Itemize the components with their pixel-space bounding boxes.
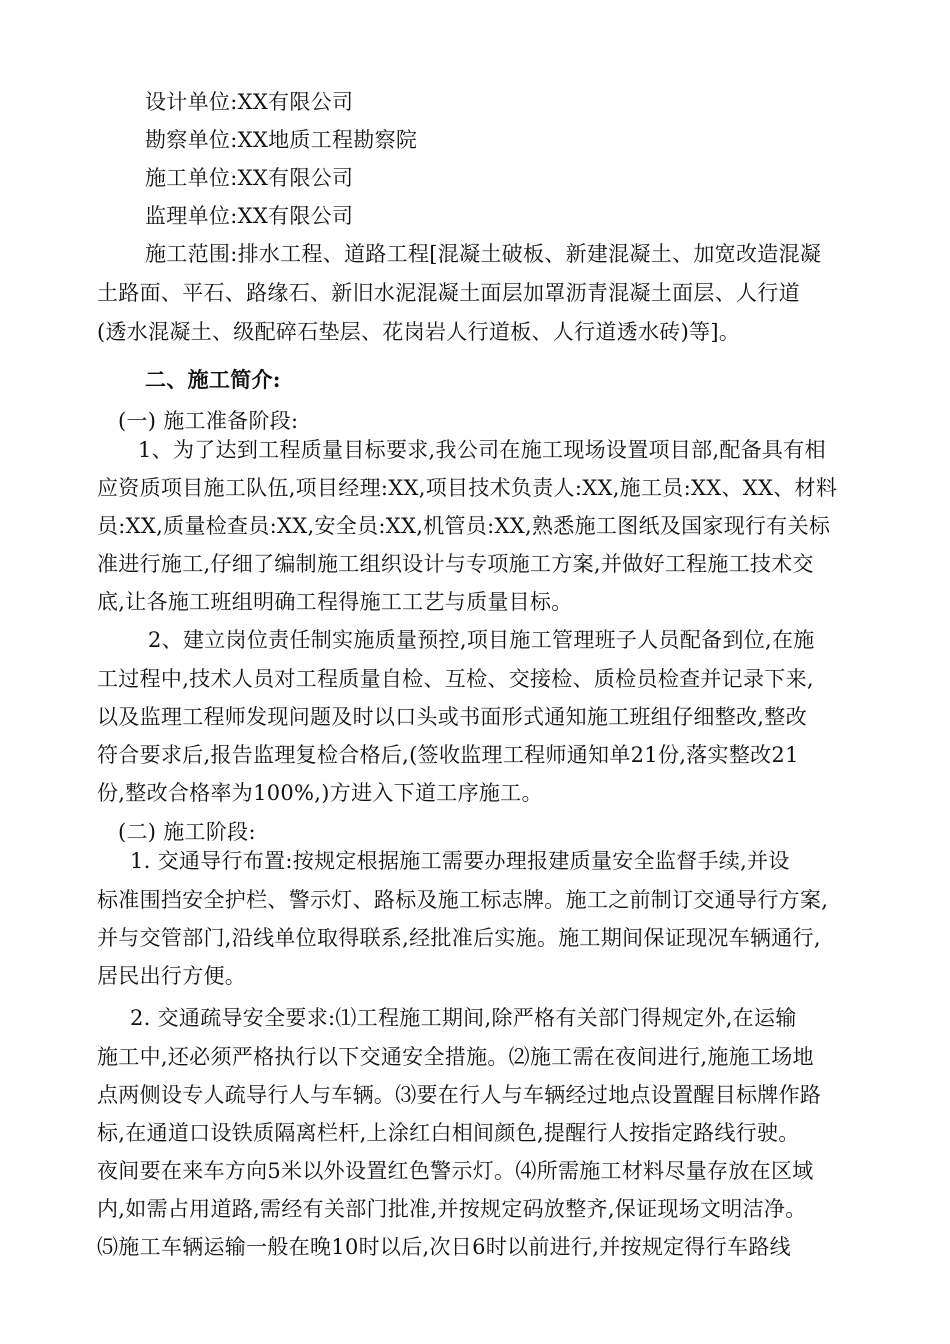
construction-unit-line: 施工单位:XX有限公司 (145, 166, 354, 190)
item1-line-1: 1. 交通导行布置:按规定根据施工需要办理报建质量安全监督手续,并设 (130, 849, 790, 873)
para2-line-1: 2、建立岗位责任制实施质量预控,项目施工管理班子人员配备到位,在施 (148, 628, 815, 652)
item2-line-5: 夜间要在来车方向5米以外设置红色警示灯。⑷所需施工材料尽量存放在区域 (97, 1159, 814, 1183)
item2-line-4: 标,在通道口设铁质隔离栏杆,上涂红白相间颜色,提醒行人按指定路线行驶。 (97, 1121, 800, 1145)
item1-line-4: 居民出行方便。 (97, 964, 247, 988)
scope-line-2: 土路面、平石、路缘石、新旧水泥混凝土面层加罩沥青混凝土面层、人行道 (97, 281, 800, 305)
item2-line-2: 施工中,还必须严格执行以下交通安全措施。⑵施工需在夜间进行,施施工场地 (97, 1045, 814, 1069)
item1-line-2: 标准围挡安全护栏、警示灯、路标及施工标志牌。施工之前制订交通导行方案, (97, 888, 829, 912)
design-unit-line: 设计单位:XX有限公司 (145, 90, 354, 114)
para2-line-5: 份,整改合格率为100%,)方进入下道工序施工。 (97, 781, 543, 805)
para1-line-1: 1、为了达到工程质量目标要求,我公司在施工现场设置项目部,配备具有相 (138, 438, 826, 462)
survey-unit-line: 勘察单位:XX地质工程勘察院 (145, 128, 418, 152)
para1-line-5: 底,让各施工班组明确工程得施工工艺与质量目标。 (97, 590, 573, 614)
para2-line-2: 工过程中,技术人员对工程质量自检、互检、交接检、质检员检查并记录下来, (97, 667, 814, 691)
subsection-heading-preparation: (一) 施工准备阶段: (118, 409, 299, 433)
para1-line-4: 准进行施工,仔细了编制施工组织设计与专项施工方案,并做好工程施工技术交 (97, 552, 814, 576)
item2-line-1: 2. 交通疏导安全要求:⑴工程施工期间,除严格有关部门得规定外,在运输 (130, 1006, 797, 1030)
section-heading-2: 二、施工简介: (145, 367, 281, 392)
supervision-unit-line: 监理单位:XX有限公司 (145, 204, 354, 228)
para1-line-3: 员:XX,质量检查员:XX,安全员:XX,机管员:XX,熟悉施工图纸及国家现行有关标 (97, 514, 831, 538)
para2-line-4: 符合要求后,报告监理复检合格后,(签收监理工程师通知单21份,落实整改21 (97, 743, 799, 767)
item2-line-7: ⑸施工车辆运输一般在晚10时以后,次日6时以前进行,并按规定得行车路线 (97, 1235, 791, 1259)
scope-line-3: (透水混凝土、级配碎石垫层、花岗岩人行道板、人行道透水砖)等]。 (97, 320, 741, 344)
subsection-heading-construction: (二) 施工阶段: (118, 820, 256, 844)
para1-line-2: 应资质项目施工队伍,项目经理:XX,项目技术负责人:XX,施工员:XX、XX、材料 (97, 476, 838, 500)
item2-line-6: 内,如需占用道路,需经有关部门批准,并按规定码放整齐,保证现场文明洁净。 (97, 1197, 807, 1221)
item2-line-3: 点两侧设专人疏导行人与车辆。⑶要在行人与车辆经过地点设置醒目标牌作路 (97, 1083, 822, 1107)
item1-line-3: 并与交管部门,沿线单位取得联系,经批准后实施。施工期间保证现况车辆通行, (97, 926, 821, 950)
scope-line-1: 施工范围:排水工程、道路工程[混凝土破板、新建混凝土、加宽改造混凝 (145, 242, 822, 266)
para2-line-3: 以及监理工程师发现问题及时以口头或书面形式通知施工班组仔细整改,整改 (97, 705, 807, 729)
